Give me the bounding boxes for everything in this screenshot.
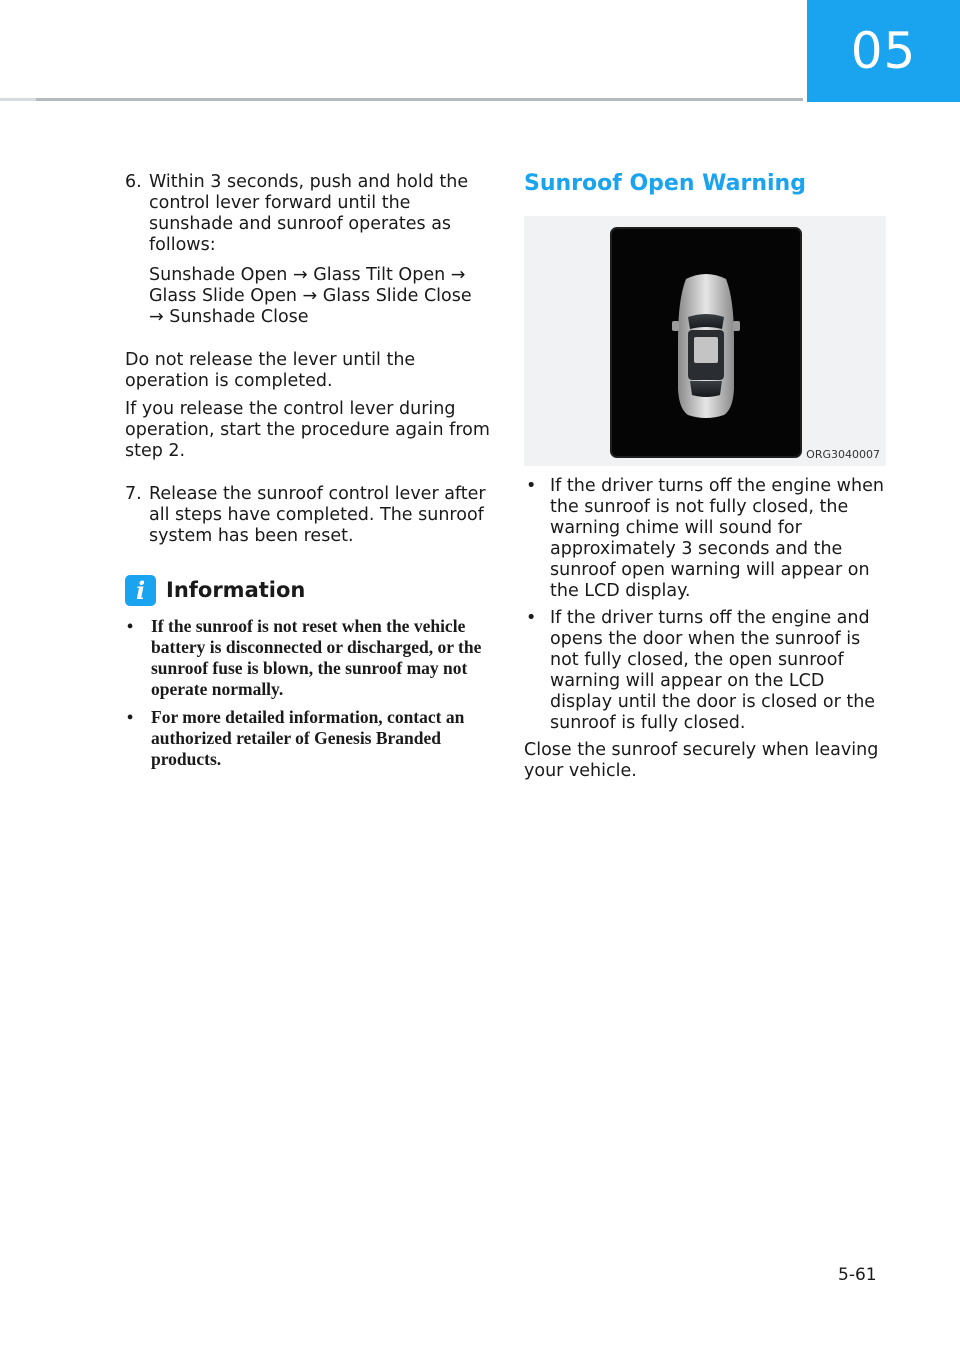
step-body [149,172,490,328]
list-item-text: If the sunroof is not reset when the vehicle battery is disconnected or discharged, or the sunroof fuse is blown, the sunroof may not operate normally. [151,616,482,699]
information-title: Information [166,578,306,602]
information-list [125,616,490,770]
step-7 [125,484,490,547]
step-text: Release the sunroof control lever after all steps have completed. The sunroof system has been reset. [149,484,486,546]
information-header [125,575,490,606]
page-number: 5-61 [838,1265,877,1285]
step-body [149,484,490,547]
list-item-text: For more detailed information, contact an authorized retailer of Genesis Branded products. [151,707,465,769]
right-column [524,172,886,782]
header-rule [0,98,803,101]
step-6 [125,172,490,328]
bullet: • [127,616,134,636]
list-item [125,616,490,700]
bullet: • [526,476,537,496]
list-item-text: If the driver turns off the engine when the sunroof is not fully closed, the warning chime will sound for approximately 3 seconds and the sunroof open warning will appear on the LCD display. [550,476,884,601]
step-number: 7. [125,484,142,504]
paragraph: If you release the control lever during operation, start the procedure again from step 2. [125,399,490,461]
step-text: Within 3 seconds, push and hold the control lever forward until the sunshade and sunroof operates as follows: [149,172,469,255]
chapter-tab [807,0,960,102]
sunroof-warning-figure [524,216,886,466]
list-item [524,476,886,602]
list-item [125,707,490,770]
section-title: Sunroof Open Warning [524,171,806,196]
bullet: • [526,608,537,628]
figure-code: ORG3040007 [806,448,880,461]
closing-paragraph: Close the sunroof securely when leaving your vehicle. [524,740,879,781]
car-top-view-icon [612,229,800,456]
operation-sequence: Sunshade Open → Glass Tilt Open → Glass Slide Open → Glass Slide Close → Sunshade Close [149,265,472,327]
list-item-text: If the driver turns off the engine and opens the door when the sunroof is not fully closed, the open sunroof warning will appear on the LCD display until the door is closed or the sunroof is fully closed. [550,608,876,733]
list-item [524,608,886,734]
left-column [125,172,490,777]
step-number: 6. [125,172,142,192]
lcd-display [610,227,802,458]
chapter-number: 05 [850,22,917,80]
info-icon: i [125,575,156,606]
bullet: • [127,707,134,727]
paragraph: Do not release the lever until the operation is completed. [125,350,416,391]
header-rule-accent [0,98,36,101]
warning-bullet-list [524,476,886,734]
